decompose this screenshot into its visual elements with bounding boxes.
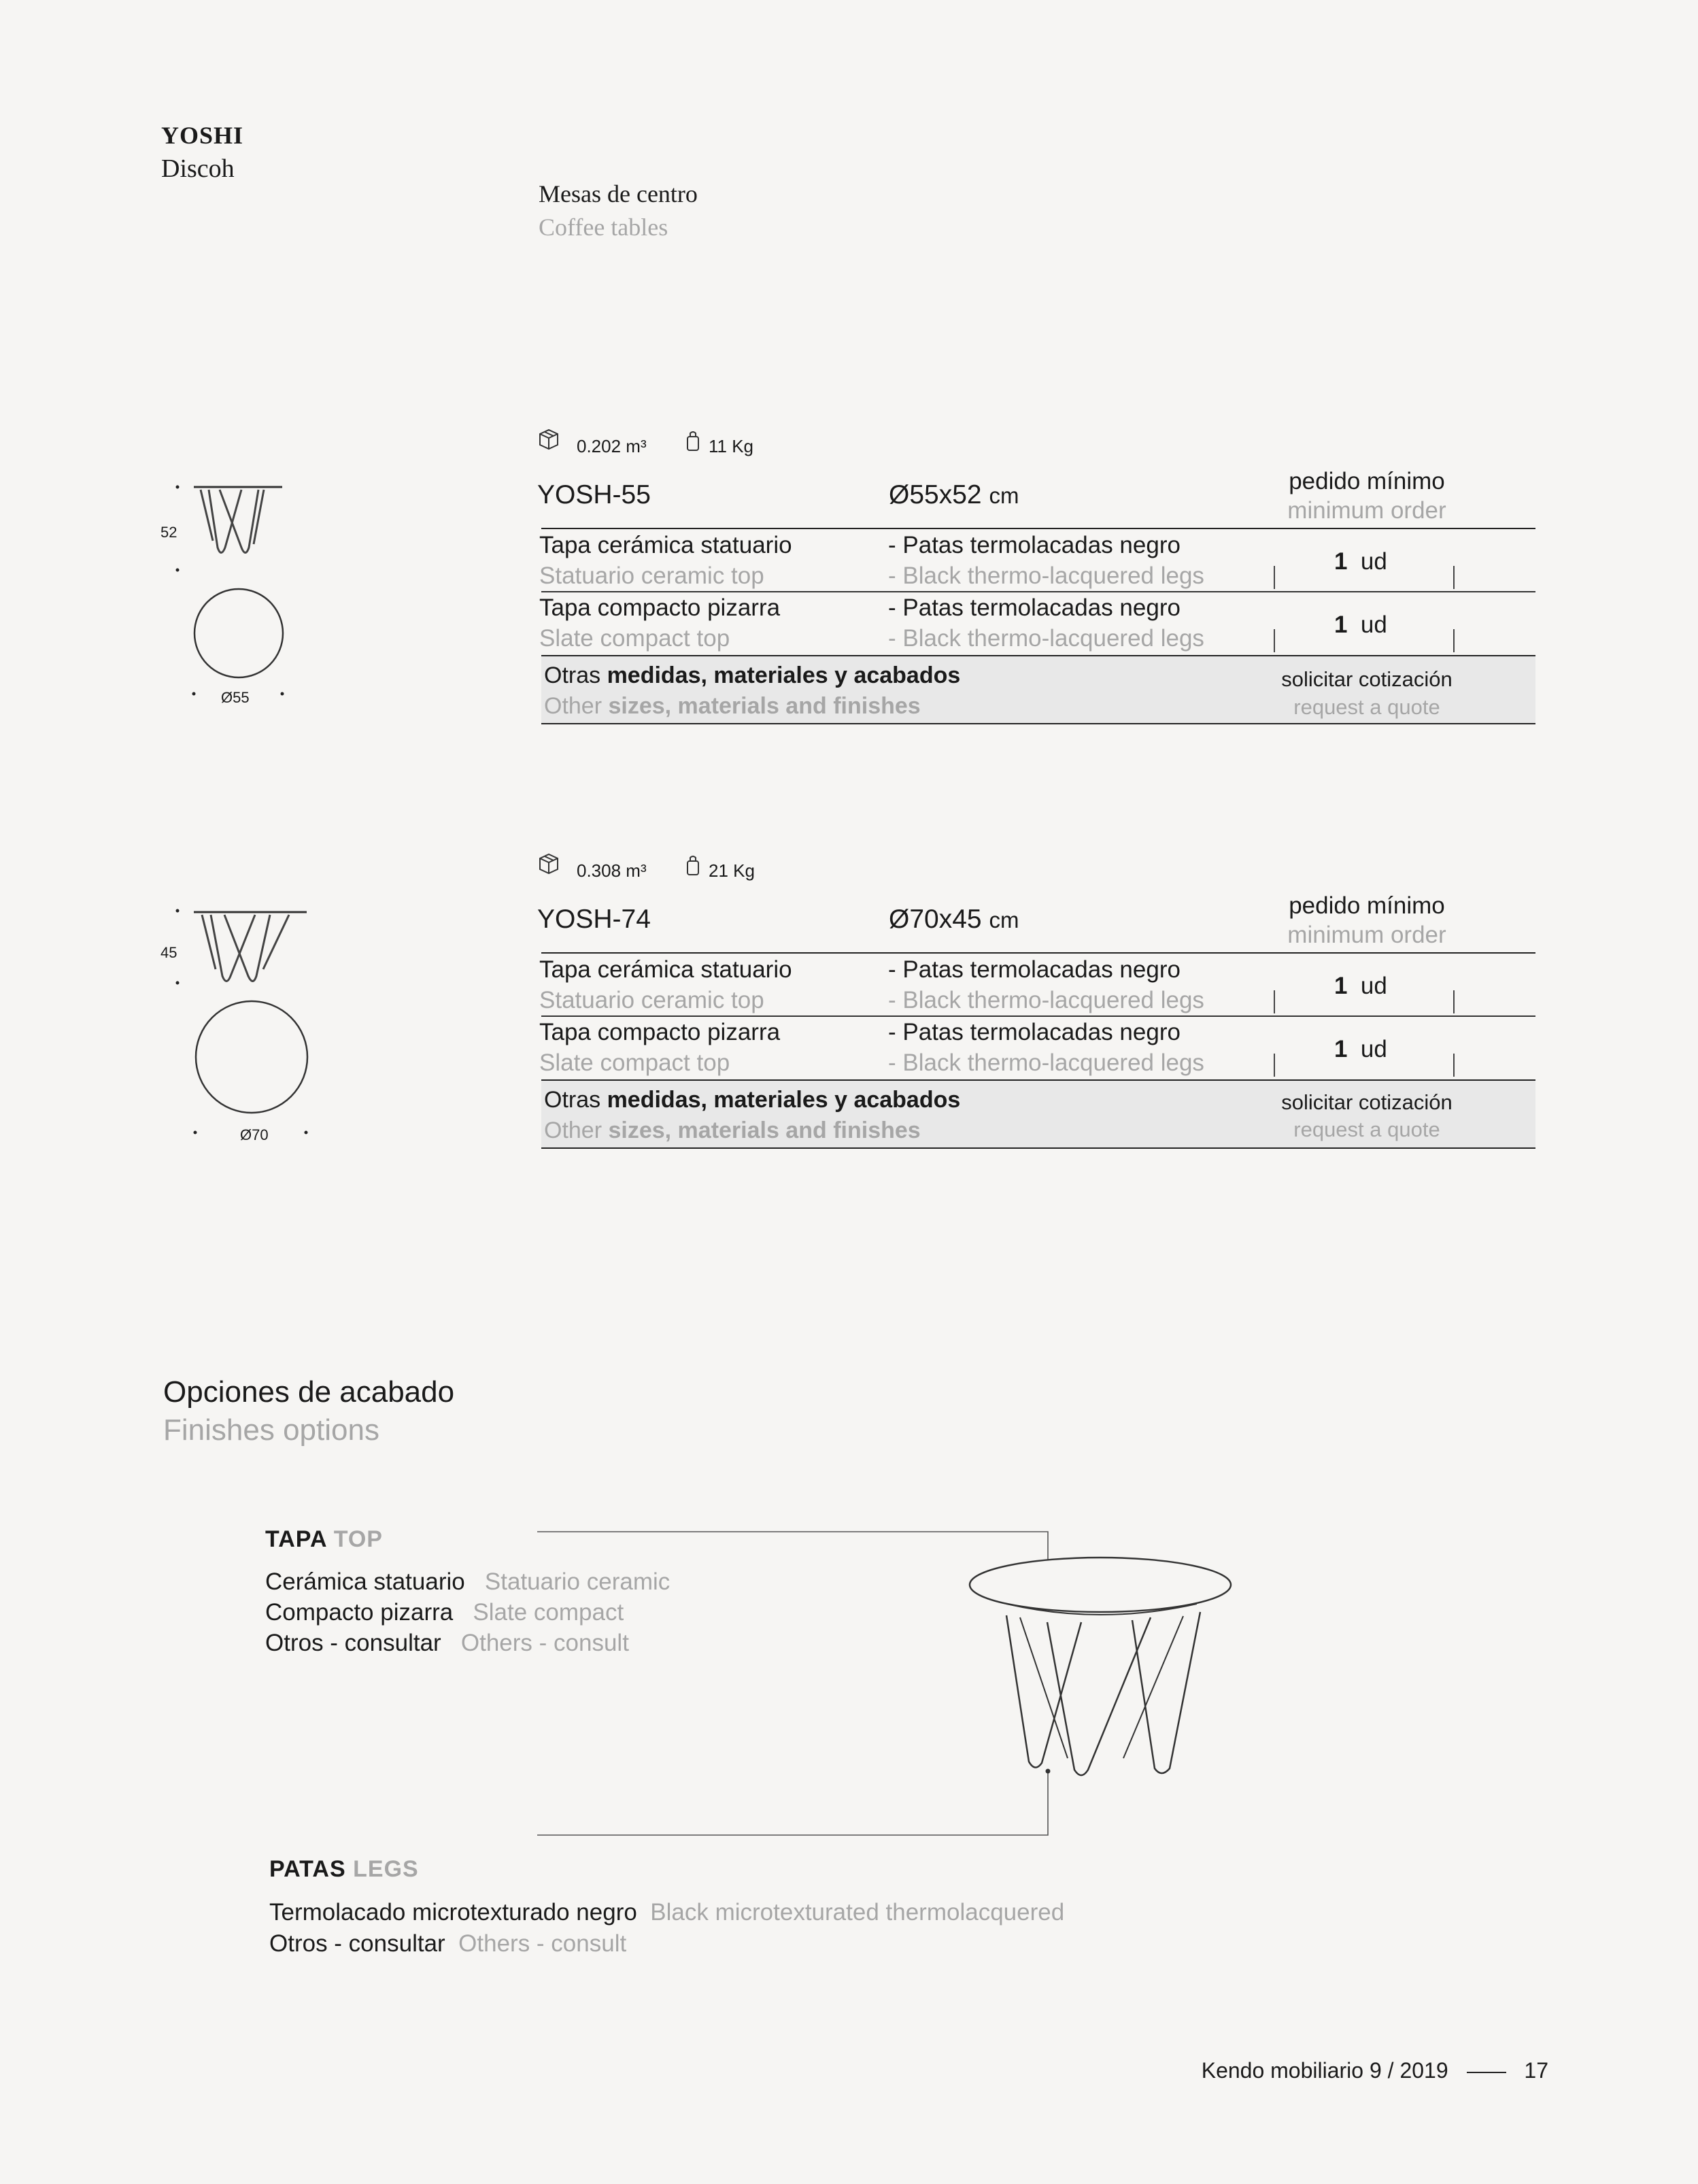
weight: 21 Kg bbox=[709, 860, 755, 881]
page-number: 17 bbox=[1524, 2058, 1548, 2083]
min-order-qty: 1 ud bbox=[1334, 548, 1387, 575]
legs-section-title: PATAS LEGS bbox=[269, 1856, 419, 1882]
product-family-title: YOSHI bbox=[161, 122, 244, 149]
request-quote-es: solicitar cotización bbox=[1281, 1090, 1453, 1114]
other-options-es: Otras medidas, materiales y acabados bbox=[544, 662, 961, 688]
legs-finish-en: - Black thermo-lacquered legs bbox=[888, 1049, 1204, 1076]
category-en: Coffee tables bbox=[539, 214, 668, 241]
top-material-en: Statuario ceramic top bbox=[539, 562, 764, 589]
top-section-title: TAPA TOP bbox=[265, 1526, 383, 1552]
top-material-en: Statuario ceramic top bbox=[539, 987, 764, 1013]
divider bbox=[1274, 990, 1275, 1013]
product-dimensions: Ø55x52 cm bbox=[889, 480, 1019, 509]
table-finishes-diagram bbox=[530, 1524, 1244, 1850]
page-footer: Kendo mobiliario 9 / 2019 17 bbox=[1201, 2058, 1548, 2083]
product-code: YOSH-74 bbox=[537, 905, 651, 934]
top-material-es: Tapa cerámica statuario bbox=[539, 532, 792, 558]
min-order-header: pedido mínimo minimum order bbox=[1287, 892, 1446, 948]
min-order-qty: 1 ud bbox=[1334, 1036, 1387, 1062]
legs-finish-es: - Patas termolacadas negro bbox=[888, 532, 1181, 558]
top-material-en: Slate compact top bbox=[539, 625, 730, 652]
legs-finish-es: - Patas termolacadas negro bbox=[888, 594, 1181, 621]
divider bbox=[541, 723, 1535, 724]
divider bbox=[1274, 629, 1275, 652]
divider bbox=[1453, 566, 1455, 589]
top-material-es: Tapa compacto pizarra bbox=[539, 594, 781, 621]
weight: 11 Kg bbox=[709, 436, 754, 456]
package-volume-icon bbox=[537, 852, 560, 876]
category-es: Mesas de centro bbox=[539, 180, 698, 207]
manufacturer-name: Discoh bbox=[161, 154, 235, 183]
weight-icon bbox=[685, 430, 700, 453]
diameter-label: Ø55 bbox=[221, 689, 250, 706]
divider bbox=[541, 528, 1535, 529]
other-options-en: Other sizes, materials and finishes bbox=[544, 1118, 921, 1143]
divider bbox=[1453, 990, 1455, 1013]
diameter-label: Ø70 bbox=[240, 1126, 269, 1143]
legs-finish-en: - Black thermo-lacquered legs bbox=[888, 625, 1204, 652]
divider bbox=[1453, 629, 1455, 652]
package-volume-icon bbox=[537, 427, 560, 452]
legs-finish-es: - Patas termolacadas negro bbox=[888, 956, 1181, 983]
divider bbox=[1274, 566, 1275, 589]
height-label: 52 bbox=[160, 524, 177, 541]
legs-finish-en: - Black thermo-lacquered legs bbox=[888, 562, 1204, 589]
legs-finish-es: - Patas termolacadas negro bbox=[888, 1019, 1181, 1045]
table-drawing-yosh-74 bbox=[153, 901, 323, 1143]
legs-option: Termolacado microtexturado negro Black microtexturated thermolacquered bbox=[269, 1899, 1065, 1926]
request-quote-en: request a quote bbox=[1293, 1118, 1440, 1141]
product-dimensions: Ø70x45 cm bbox=[889, 905, 1019, 934]
finishes-title-es: Opciones de acabado bbox=[163, 1375, 455, 1409]
product-code: YOSH-55 bbox=[537, 480, 651, 509]
divider bbox=[541, 591, 1535, 592]
other-options-en: Other sizes, materials and finishes bbox=[544, 693, 921, 719]
divider bbox=[541, 1015, 1535, 1017]
legs-option: Otros - consultar Others - consult bbox=[269, 1930, 627, 1957]
height-label: 45 bbox=[160, 944, 177, 961]
legs-finish-en: - Black thermo-lacquered legs bbox=[888, 987, 1204, 1013]
top-option: Cerámica statuario Statuario ceramic bbox=[265, 1568, 670, 1595]
top-material-es: Tapa compacto pizarra bbox=[539, 1019, 781, 1045]
min-order-qty: 1 ud bbox=[1334, 973, 1387, 999]
package-volume: 0.202 m³ bbox=[577, 436, 647, 456]
divider bbox=[541, 952, 1535, 954]
divider bbox=[1453, 1054, 1455, 1077]
package-volume: 0.308 m³ bbox=[577, 860, 647, 881]
request-quote-es: solicitar cotización bbox=[1281, 667, 1453, 691]
top-material-es: Tapa cerámica statuario bbox=[539, 956, 792, 983]
top-material-en: Slate compact top bbox=[539, 1049, 730, 1076]
request-quote-en: request a quote bbox=[1293, 695, 1440, 719]
weight-icon bbox=[685, 854, 700, 877]
table-drawing-yosh-55 bbox=[153, 476, 299, 707]
other-options-es: Otras medidas, materiales y acabados bbox=[544, 1087, 961, 1113]
divider bbox=[1274, 1054, 1275, 1077]
min-order-header: pedido mínimo minimum order bbox=[1287, 468, 1446, 524]
finishes-title-en: Finishes options bbox=[163, 1413, 379, 1447]
divider bbox=[541, 1147, 1535, 1149]
top-option: Otros - consultar Others - consult bbox=[265, 1630, 629, 1656]
top-option: Compacto pizarra Slate compact bbox=[265, 1599, 624, 1626]
min-order-qty: 1 ud bbox=[1334, 611, 1387, 638]
